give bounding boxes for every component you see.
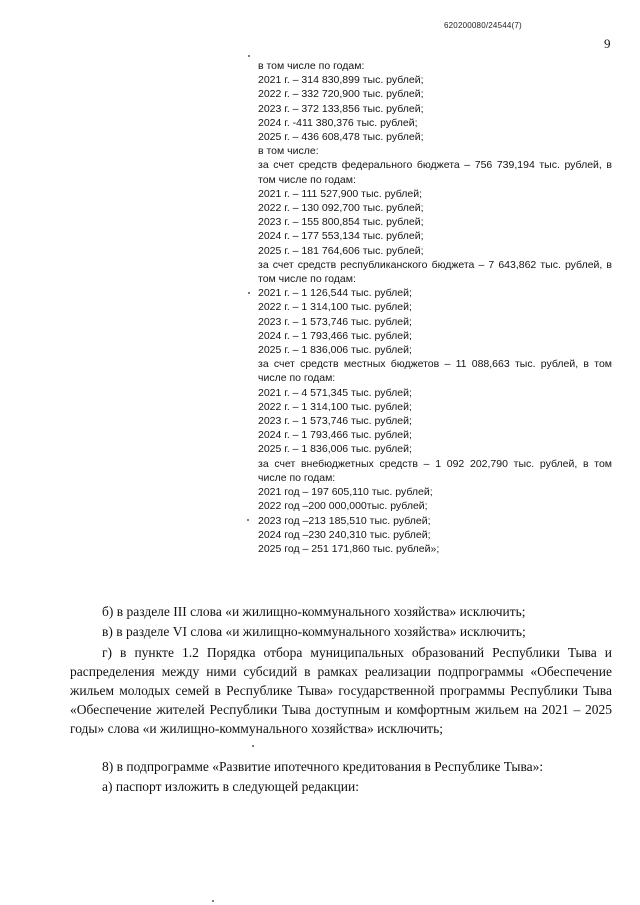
financing-source-republic: за счет средств республиканского бюджета – 7 643,862 тыс. рублей, в том числе по годам: [258,258,612,286]
financing-line: 2022 г. – 130 092,700 тыс. рублей; [258,202,424,215]
financing-breakdown [258,59,612,556]
financing-line: 2025 г. – 181 764,606 тыс. рублей; [258,244,424,257]
scan-speck [248,55,250,57]
financing-line: 2021 год – 197 605,110 тыс. рублей; [258,486,433,499]
amendment-paragraph-a [70,777,612,796]
amendment-paragraph-v [70,622,612,641]
financing-line: 2024 г. – 1 793,466 тыс. рублей; [258,429,412,442]
financing-line: 2024 г. – 177 553,134 тыс. рублей; [258,230,424,243]
financing-line: 2023 г. – 372 133,856 тыс. рублей; [258,102,424,115]
financing-line: 2025 г. – 1 836,006 тыс. рублей; [258,443,412,456]
financing-line: 2022 г. – 332 720,900 тыс. рублей; [258,88,424,101]
financing-line: 2024 год –230 240,310 тыс. рублей; [258,528,431,541]
financing-source-local: за счет средств местных бюджетов – 11 088,663 тыс. рублей, в том числе по годам: [258,358,612,385]
financing-line: 2022 г. – 1 314,100 тыс. рублей; [258,400,412,413]
paragraph-text: 8) в подпрограмме «Развитие ипотечного кредитования в Республике Тыва»: [102,759,544,774]
financing-line: 2021 г. – 111 527,900 тыс. рублей; [258,187,422,200]
financing-line: в том числе по годам: [258,60,365,72]
document-registration-number: 620200080/24544(7) [444,21,522,30]
financing-line: 2024 г. – 1 793,466 тыс. рублей; [258,329,412,342]
financing-line: 2023 г. – 155 800,854 тыс. рублей; [258,216,424,229]
financing-line: 2022 г. – 1 314,100 тыс. рублей; [258,301,412,314]
financing-line: 2025 г. – 1 836,006 тыс. рублей; [258,344,412,357]
financing-line: 2025 г. – 436 608,478 тыс. рублей; [258,131,424,144]
paragraph-text: б) в разделе III слова «и жилищно-коммунального хозяйства» исключить; [102,604,526,619]
financing-line: 2023 год –213 185,510 тыс. рублей; [258,514,431,527]
financing-line: 2024 г. -411 380,376 тыс. рублей; [258,116,418,129]
scan-speck [212,900,214,902]
paragraph-text: а) паспорт изложить в следующей редакции: [102,779,359,794]
amendment-paragraph-g [70,643,612,738]
financing-line: в том числе: [258,145,319,158]
scan-speck [252,745,254,747]
scan-speck [248,292,250,294]
financing-line: 2023 г. – 1 573,746 тыс. рублей; [258,315,412,328]
scan-speck [247,519,249,521]
amendment-paragraph-b [70,602,612,621]
financing-line: 2021 г. – 1 126,544 тыс. рублей; [258,287,412,300]
paragraph-text: в) в разделе VI слова «и жилищно-коммунального хозяйства» исключить; [102,624,526,639]
financing-line: 2023 г. – 1 573,746 тыс. рублей; [258,415,412,428]
financing-line: 2025 год – 251 171,860 тыс. рублей»; [258,542,440,555]
financing-line: 2021 г. – 4 571,345 тыс. рублей; [258,386,412,399]
financing-line: 2022 год –200 000,000тыс. рублей; [258,500,428,513]
amendment-item-8 [70,757,612,776]
page-number: 9 [604,36,611,51]
financing-source-extrabudgetary: за счет внебюджетных средств – 1 092 202,790 тыс. рублей, в том числе по годам: [258,457,612,484]
paragraph-text: г) в пункте 1.2 Порядка отбора муниципальных образований Республики Тыва и распределения между ними субсидий в рамках реализации подпрограммы «Обеспечение жильем молодых семей в Республике Тыва» государственной программы Республики Тыва «Обеспечение жителей Республики Тыва доступным и комфортным жильем на 2021 – 2025 годы» слова «и жилищно-коммунального хозяйства» исключить; [70,645,612,736]
financing-source-federal: за счет средств федерального бюджета – 756 739,194 тыс. рублей, в том числе по годам: [258,159,612,186]
financing-line: 2021 г. – 314 830,899 тыс. рублей; [258,74,424,87]
